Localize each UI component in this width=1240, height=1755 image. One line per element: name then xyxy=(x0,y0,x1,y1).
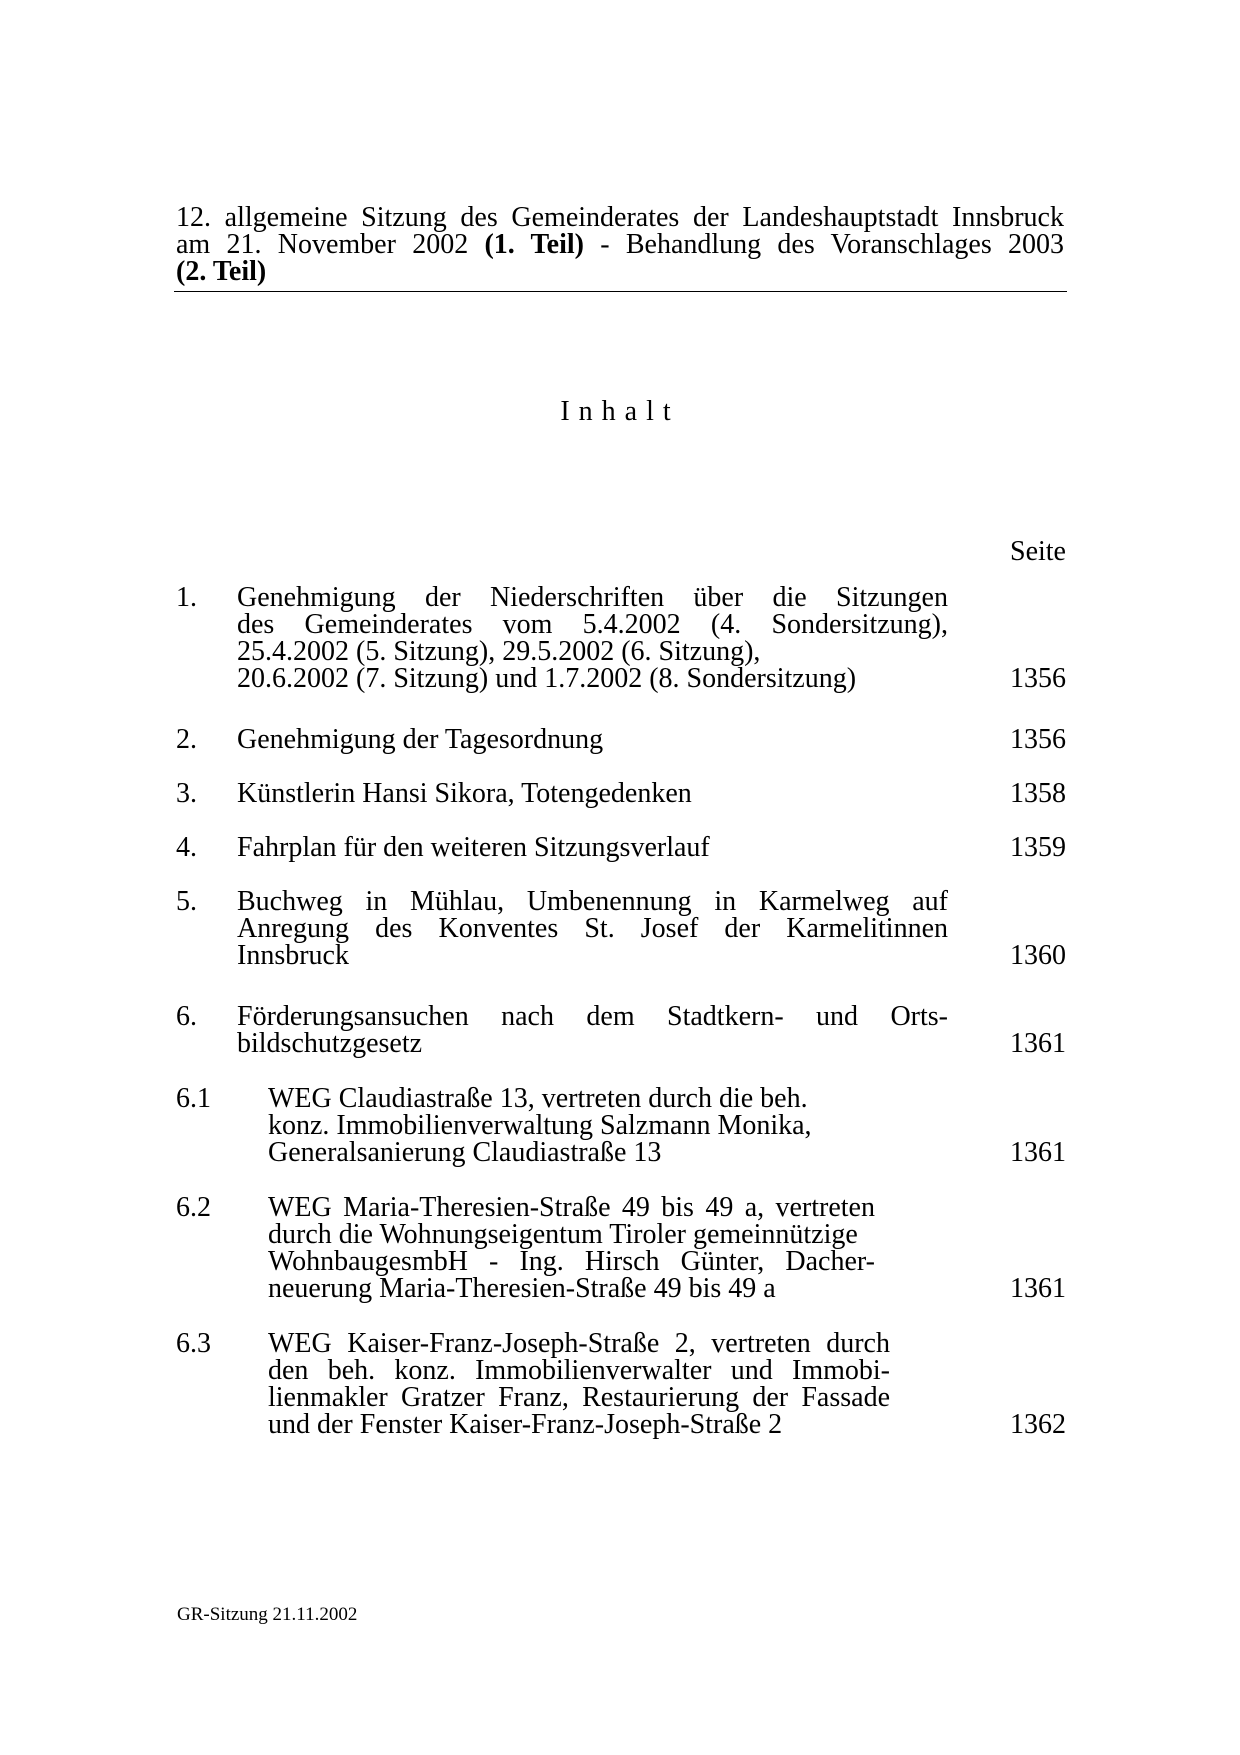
header-part-1: (1. Teil) xyxy=(484,229,584,260)
toc-entry-6 xyxy=(176,1003,1066,1057)
toc-entry-number: 6.2 xyxy=(176,1192,211,1223)
header-budget-text: - Behandlung des Voranschlages 2003 xyxy=(583,229,1065,260)
toc-entry-text xyxy=(237,726,1063,753)
toc-entry-line: Genehmigung der Niederschriften über die Sitzungen xyxy=(237,582,948,613)
toc-entry-6-3 xyxy=(176,1330,1066,1438)
toc-entry-page: 1356 xyxy=(1010,663,1066,694)
toc-entry-line: Genehmigung der Tagesordnung xyxy=(237,724,604,755)
document-header xyxy=(176,204,1064,285)
toc-entry-text xyxy=(268,1085,1063,1166)
toc-entry-line: Förderungsansuchen nach dem Stadtkern- und Orts- xyxy=(237,1001,948,1032)
toc-entry-line: WEG Claudiastraße 13, vertreten durch die beh. xyxy=(268,1083,808,1114)
page-column-label: Seite xyxy=(1010,536,1066,567)
toc-entry-number: 1. xyxy=(176,582,197,613)
contents-title: Inhalt xyxy=(560,396,680,427)
toc-entry-text xyxy=(237,834,1063,861)
toc-entry-number: 6. xyxy=(176,1001,197,1032)
toc-entry-3 xyxy=(176,780,1066,807)
toc-entry-number: 2. xyxy=(176,724,197,755)
toc-entry-line: des Gemeinderates vom 5.4.2002 (4. Sondersitzung), xyxy=(237,609,948,640)
toc-entry-number: 6.1 xyxy=(176,1083,211,1114)
toc-entry-number: 4. xyxy=(176,832,197,863)
toc-entry-page: 1360 xyxy=(1010,940,1066,971)
toc-entry-text xyxy=(268,1330,890,1438)
toc-entry-page: 1362 xyxy=(1010,1409,1066,1440)
toc-entry-number: 3. xyxy=(176,778,197,809)
toc-entry-line: bildschutzgesetz xyxy=(237,1028,423,1059)
toc-entry-page: 1361 xyxy=(1010,1137,1066,1168)
toc-entry-line: WEG Kaiser-Franz-Joseph-Straße 2, vertreten durch xyxy=(268,1328,890,1359)
toc-entry-page: 1358 xyxy=(1010,778,1066,809)
toc-entry-line: WEG Maria-Theresien-Straße 49 bis 49 a, vertreten xyxy=(268,1192,875,1223)
toc-entry-text xyxy=(237,584,948,692)
toc-entry-line: 25.4.2002 (5. Sitzung), 29.5.2002 (6. Sitzung), xyxy=(237,636,761,667)
toc-entry-line: konz. Immobilienverwaltung Salzmann Monika, xyxy=(268,1110,812,1141)
page-footer: GR-Sitzung 21.11.2002 xyxy=(177,1604,358,1625)
toc-entry-6-2 xyxy=(176,1194,1066,1302)
toc-entry-6-1 xyxy=(176,1085,1066,1166)
toc-entry-line: Fahrplan für den weiteren Sitzungsverlauf xyxy=(237,832,710,863)
toc-entry-line: den beh. konz. Immobilienverwalter und Immobi- xyxy=(268,1355,890,1386)
header-line-1: 12. allgemeine Sitzung des Gemeinderates der Landeshauptstadt Innsbruck xyxy=(176,202,1064,233)
toc-entry-line: WohnbaugesmbH - Ing. Hirsch Günter, Dacher- xyxy=(268,1246,875,1277)
toc-entry-4 xyxy=(176,834,1066,861)
toc-entry-line: Innsbruck xyxy=(237,940,349,971)
header-divider xyxy=(174,291,1067,292)
toc-entry-line: 20.6.2002 (7. Sitzung) und 1.7.2002 (8. Sondersitzung) xyxy=(237,663,857,694)
header-line-3 xyxy=(176,258,1064,285)
toc-entry-line: Buchweg in Mühlau, Umbenennung in Karmelweg auf xyxy=(237,886,948,917)
toc-entry-text xyxy=(237,1003,948,1057)
toc-entry-line: neuerung Maria-Theresien-Straße 49 bis 49 a xyxy=(268,1273,776,1304)
toc-entry-text xyxy=(237,888,948,969)
toc-entry-page: 1361 xyxy=(1010,1273,1066,1304)
toc-entry-line: durch die Wohnungseigentum Tiroler gemeinnützige xyxy=(268,1219,858,1250)
toc-entry-5 xyxy=(176,888,1066,969)
toc-entry-line: Anregung des Konventes St. Josef der Karmelitinnen xyxy=(237,913,948,944)
toc-entry-1 xyxy=(176,584,1066,692)
toc-entry-line: Künstlerin Hansi Sikora, Totengedenken xyxy=(237,778,692,809)
toc-entry-page: 1356 xyxy=(1010,724,1066,755)
toc-entry-page: 1359 xyxy=(1010,832,1066,863)
toc-entry-line: lienmakler Gratzer Franz, Restaurierung der Fassade xyxy=(268,1382,890,1413)
toc-entry-number: 6.3 xyxy=(176,1328,211,1359)
header-date-text: am 21. November 2002 xyxy=(176,229,485,260)
toc-entry-text xyxy=(268,1194,875,1302)
toc-entry-line: Generalsanierung Claudiastraße 13 xyxy=(268,1137,662,1168)
toc-entry-text xyxy=(237,780,1063,807)
toc-entry-page: 1361 xyxy=(1010,1028,1066,1059)
toc-entry-2 xyxy=(176,726,1066,753)
header-line-2 xyxy=(176,231,1064,258)
toc-entry-line: und der Fenster Kaiser-Franz-Joseph-Straße 2 xyxy=(268,1409,783,1440)
toc-entry-number: 5. xyxy=(176,886,197,917)
header-part-2: (2. Teil) xyxy=(176,256,267,287)
